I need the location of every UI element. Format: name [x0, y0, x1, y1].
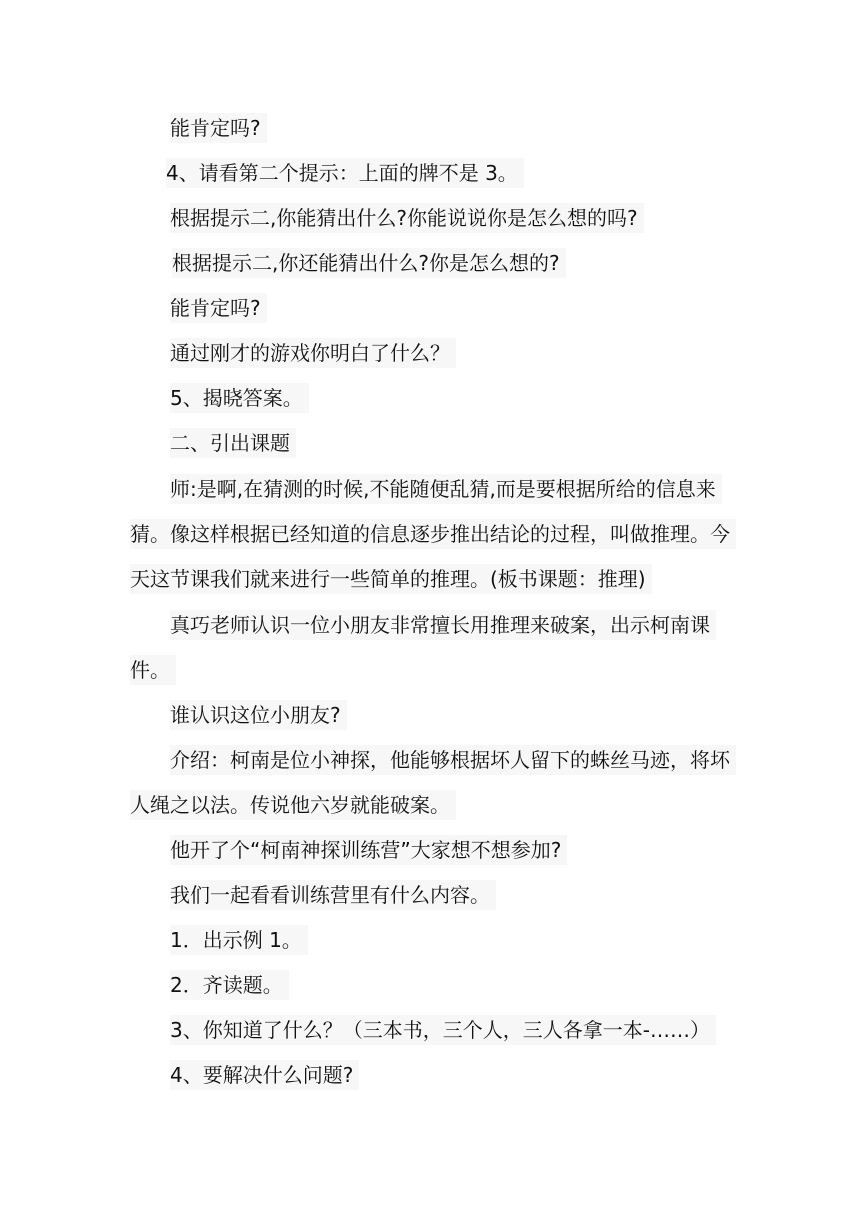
text-line: 2．齐读题。 — [170, 970, 289, 1000]
text-line: 人绳之以法。传说他六岁就能破案。 — [130, 790, 456, 820]
text-line: 根据提示二,你还能猜出什么?你是怎么想的? — [172, 248, 566, 278]
text-line: 我们一起看看训练营里有什么内容。 — [170, 880, 496, 910]
text-line: 猜。像这样根据已经知道的信息逐步推出结论的过程，叫做推理。今 — [130, 519, 736, 549]
text-line: 真巧老师认识一位小朋友非常擅长用推理来破案，出示柯南课 — [170, 610, 716, 640]
text-line: 4、请看第二个提示：上面的牌不是 3。 — [166, 158, 524, 188]
text-line: 师:是啊,在猜测的时候,不能随便乱猜,而是要根据所给的信息来 — [170, 474, 722, 504]
text-line: 通过刚才的游戏你明白了什么？ — [170, 338, 456, 368]
text-line: 能肯定吗? — [170, 113, 267, 143]
text-line: 4、要解决什么问题? — [170, 1060, 359, 1090]
text-line: 5、揭晓答案。 — [170, 383, 309, 413]
text-line: 天这节课我们就来进行一些简单的推理。(板书课题：推理) — [130, 564, 652, 594]
text-line: 介绍：柯南是位小神探，他能够根据坏人留下的蛛丝马迹，将坏 — [170, 745, 736, 775]
text-line: 他开了个“柯南神探训练营”大家想不想参加? — [170, 835, 567, 865]
text-line: 能肯定吗? — [170, 293, 267, 323]
text-line: 3、你知道了什么？（三本书，三个人，三人各拿一本-……） — [170, 1015, 716, 1045]
text-line: 谁认识这位小朋友? — [170, 700, 347, 730]
text-line: 1．出示例 1。 — [170, 925, 308, 955]
text-line: 件。 — [130, 655, 176, 685]
text-line: 根据提示二,你能猜出什么?你能说说你是怎么想的吗? — [170, 203, 644, 233]
section-heading: 二、引出课题 — [170, 428, 296, 458]
